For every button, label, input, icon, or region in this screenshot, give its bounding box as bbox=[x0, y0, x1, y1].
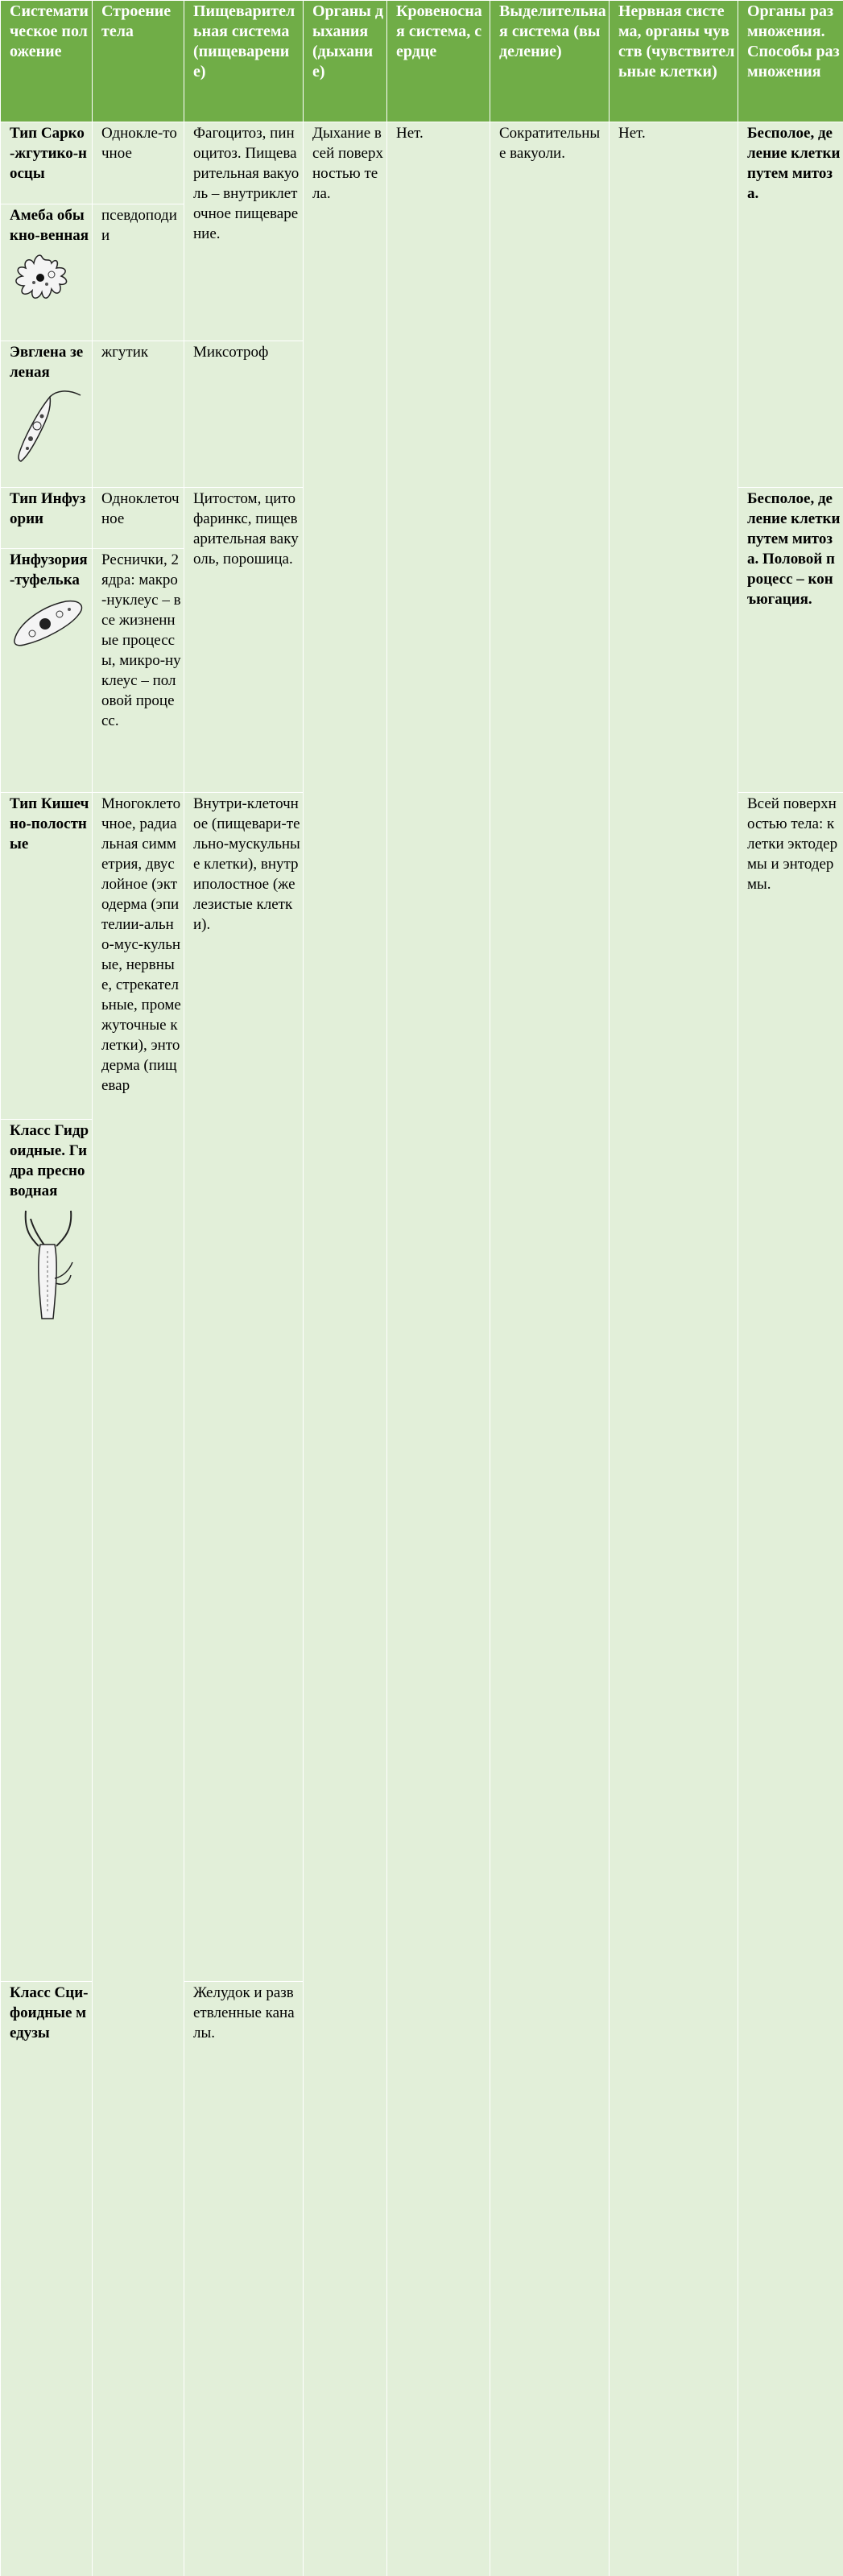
amoeba-name: Амеба обыкно-венная bbox=[10, 207, 89, 244]
scypho-name: Класс Сци-фоидные медузы bbox=[1, 1982, 93, 2576]
hydra-name: Класс Гидроидные. Гидра пресноводная bbox=[10, 1122, 89, 1199]
sarco-type-name: Тип Сарко-жгутико-носцы bbox=[1, 122, 93, 204]
cnidaria-digestion: Внутри-клеточное (пищевари-тельно-мускульные клетки), внутриполостное (железистые клетки). bbox=[184, 793, 304, 1982]
paramecium-name: Инфузория-туфелька bbox=[10, 551, 88, 588]
euglena-body: жгутик bbox=[93, 341, 184, 488]
header-excretion: Выделительная система (выделение) bbox=[490, 1, 610, 122]
infusoria-type-body: Одноклеточное bbox=[93, 488, 184, 549]
header-respiration: Органы дыхания (дыхание) bbox=[304, 1, 387, 122]
euglena-image bbox=[10, 387, 86, 464]
euglena-name: Эвглена зеленая bbox=[10, 344, 83, 381]
header-systematics: Систематическое положение bbox=[1, 1, 93, 122]
cnidaria-type-name: Тип Кишечно-полостные bbox=[1, 793, 93, 1120]
euglena-digestion: Миксотроф bbox=[184, 341, 304, 488]
header-reproduction: Органы размножения. Способы размножения bbox=[738, 1, 843, 122]
paramecium-image bbox=[10, 595, 86, 651]
header-digestion: Пищеварительная система (пищеварение) bbox=[184, 1, 304, 122]
scypho-digestion: Желудок и разветвленные каналы. bbox=[184, 1982, 304, 2576]
table-row bbox=[1, 122, 843, 204]
sarco-reproduction: Бесполое, деление клетки путем митоза. bbox=[738, 122, 843, 488]
header-row bbox=[1, 1, 843, 122]
circulation-cell: Нет. bbox=[387, 122, 490, 2576]
amoeba-cell bbox=[1, 204, 93, 341]
paramecium-cell bbox=[1, 549, 93, 793]
paramecium-body: Реснички, 2 ядра: макро-нуклеус – все жизненные процессы, микро-нуклеус – половой процесс. bbox=[93, 549, 184, 793]
cnidaria-excretion: Всей поверхностью тела: клетки эктодермы и энтодермы. bbox=[738, 793, 843, 2576]
sarco-excretion: Сократительные вакуоли. bbox=[490, 122, 610, 2576]
infusoria-reproduction: Бесполое, деление клетки путем митоза. Половой процесс – конъюгация. bbox=[738, 488, 843, 793]
hydra-image bbox=[10, 1206, 86, 1327]
infusoria-digestion: Цитостом, цитофаринкс, пищеварительная вакуоль, порошица. bbox=[184, 488, 304, 793]
header-circulation: Кровеносная система, сердце bbox=[387, 1, 490, 122]
euglena-cell bbox=[1, 341, 93, 488]
sarco-type-body: Однокле-точное bbox=[93, 122, 184, 204]
respiration-cell: Дыхание всей поверхностью тела. bbox=[304, 122, 387, 2576]
sarco-nervous: Нет. bbox=[610, 122, 738, 2576]
hydra-cell bbox=[1, 1119, 93, 1981]
sarco-digestion: Фагоцитоз, пиноцитоз. Пищеварительная вакуоль – внутриклеточное пищеварение. bbox=[184, 122, 304, 341]
cnidaria-body: Многоклеточное, радиальная симметрия, двуслойное (эктодерма (эпителии-ально-мус-кульные, нервные, стрекательные, промежуточные клетки), энтодерма (пищевар bbox=[93, 793, 184, 2576]
infusoria-type-name: Тип Инфузории bbox=[1, 488, 93, 549]
header-body: Строение тела bbox=[93, 1, 184, 122]
amoeba-image bbox=[10, 250, 74, 307]
amoeba-body: псевдоподии bbox=[93, 204, 184, 341]
header-nervous: Нервная система, органы чувств (чувствительные клетки) bbox=[610, 1, 738, 122]
